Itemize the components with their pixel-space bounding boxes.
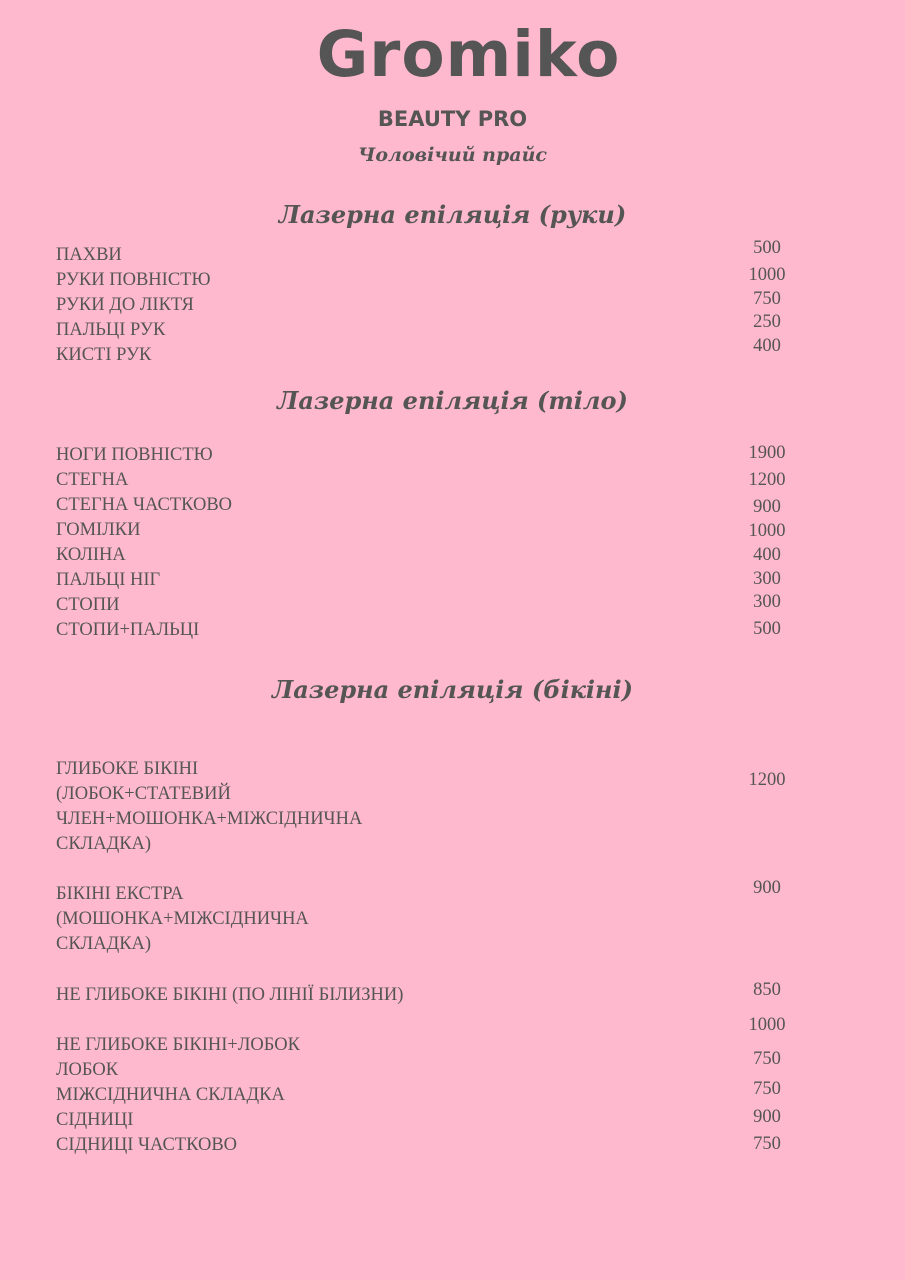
section-title-body: Лазерна епіляція (тіло) (277, 386, 628, 415)
brand-logo: Gromiko (316, 18, 621, 91)
service-price: 750 (753, 289, 781, 309)
service-name: НОГИ ПОВНІСТЮ (56, 445, 213, 465)
service-price: 500 (753, 238, 781, 258)
service-price: 300 (753, 592, 781, 612)
section-title-arms: Лазерна епіляція (руки) (278, 200, 627, 229)
service-name: СТЕГНА ЧАСТКОВО (56, 495, 233, 515)
service-price: 400 (753, 336, 781, 356)
service-price: 500 (753, 619, 781, 639)
service-name: ГЛИБОКЕ БІКІНІ (ЛОБОК+СТАТЕВИЙ ЧЛЕН+МОШОНКА+МІЖСІДНИЧНА СКЛАДКА) (56, 759, 363, 854)
service-price: 1200 (748, 770, 786, 790)
service-price: 750 (753, 1134, 781, 1154)
service-price: 750 (753, 1079, 781, 1099)
service-name: СТОПИ (56, 595, 120, 615)
service-price: 750 (753, 1049, 781, 1069)
section-title-bikini: Лазерна епіляція (бікіні) (271, 675, 634, 704)
service-price: 400 (753, 545, 781, 565)
service-price: 1900 (748, 443, 786, 463)
brand-subtitle: BEAUTY PRO (377, 107, 528, 131)
service-name: СТОПИ+ПАЛЬЦІ (56, 620, 200, 640)
service-price: 1200 (748, 470, 786, 490)
service-name: СІДНИЦІ (56, 1110, 134, 1130)
service-price: 1000 (748, 265, 786, 285)
service-name: РУКИ ПОВНІСТЮ (56, 270, 211, 290)
service-name: КОЛІНА (56, 545, 126, 565)
price-list-tagline: Чоловічий прайс (358, 144, 547, 166)
service-price: 250 (753, 312, 781, 332)
service-name: ПАХВИ (56, 245, 122, 265)
service-name: КИСТІ РУК (56, 345, 152, 365)
service-price: 300 (753, 569, 781, 589)
service-price: 1000 (748, 521, 786, 541)
service-name: НЕ ГЛИБОКЕ БІКІНІ (ПО ЛІНІЇ БІЛИЗНИ) (56, 985, 404, 1005)
service-price: 850 (753, 980, 781, 1000)
service-name: МІЖСІДНИЧНА СКЛАДКА (56, 1085, 285, 1105)
service-name: НЕ ГЛИБОКЕ БІКІНІ+ЛОБОК (56, 1035, 300, 1055)
service-name: РУКИ ДО ЛІКТЯ (56, 295, 194, 315)
service-name: БІКІНІ ЕКСТРА (МОШОНКА+МІЖСІДНИЧНА СКЛАДКА) (56, 884, 309, 954)
service-name: ЛОБОК (56, 1060, 119, 1080)
service-name: ПАЛЬЦІ РУК (56, 320, 166, 340)
service-price: 900 (753, 497, 781, 517)
service-price: 900 (753, 878, 781, 898)
service-name: СІДНИЦІ ЧАСТКОВО (56, 1135, 238, 1155)
service-name: ГОМІЛКИ (56, 520, 141, 540)
service-price: 900 (753, 1107, 781, 1127)
service-name: СТЕГНА (56, 470, 129, 490)
service-name: ПАЛЬЦІ НІГ (56, 570, 161, 590)
service-price: 1000 (748, 1015, 786, 1035)
